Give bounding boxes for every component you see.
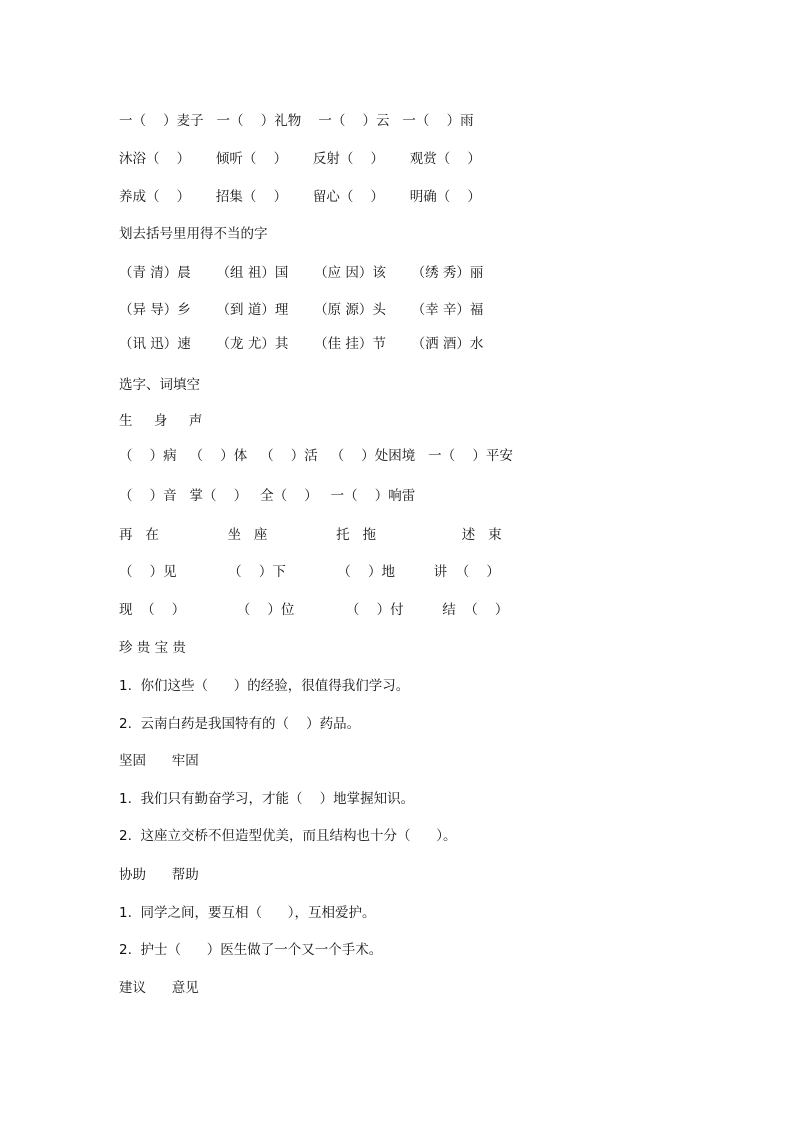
sentence-4: 2. 这座立交桥不但造型优美，而且结构也十分（ ）。 — [119, 828, 457, 844]
fill-row-1: （ ）病 （ ）体 （ ）活 （ ）处困境 一（ ）平安 — [119, 448, 513, 464]
word-options-xiezhu: 协助 帮助 — [119, 867, 199, 883]
fill-row-2: （ ）音 掌（ ） 全（ ） 一（ ）响雷 — [119, 488, 416, 504]
char-choice-row-1: （青 清）晨 （组 祖）国 （应 因）该 （绣 秀）丽 — [119, 265, 484, 281]
sentence-5: 1. 同学之间，要互相（ ），互相爱护。 — [119, 905, 376, 921]
sentence-1: 1. 你们这些（ ）的经验，很值得我们学习。 — [119, 678, 410, 694]
word-options-zhengui: 珍 贵 宝 贵 — [119, 640, 186, 656]
fill-row-4: 现 （ ） （ ）位 （ ）付 结 （ ） — [119, 602, 509, 618]
char-options-pairs: 再 在 坐 座 托 拖 述 束 — [119, 527, 502, 543]
sentence-2: 2. 云南白药是我国特有的（ ）药品。 — [119, 716, 361, 732]
word-options-jianyi: 建议 意见 — [119, 980, 199, 996]
word-match-row-1: 沐浴（ ） 倾听（ ） 反射（ ） 观赏（ ） — [119, 151, 481, 167]
sentence-3: 1. 我们只有勤奋学习，才能（ ）地掌握知识。 — [119, 791, 415, 807]
section-heading-fill: 选字、词填空 — [119, 377, 200, 393]
fill-row-3: （ ）见 （ ）下 （ ）地 讲 （ ） — [119, 564, 500, 580]
word-options-jiangu: 坚固 牢固 — [119, 753, 199, 769]
char-options-sheng: 生 身 声 — [119, 413, 203, 429]
section-heading-strike: 划去括号里用得不当的字 — [119, 226, 268, 242]
word-match-row-2: 养成（ ） 招集（ ） 留心（ ） 明确（ ） — [119, 189, 481, 205]
char-choice-row-2: （异 导）乡 （到 道）理 （原 源）头 （幸 辛）福 — [119, 302, 484, 318]
measure-word-row: 一（ ）麦子 一（ ）礼物 一（ ）云 一（ ）雨 — [119, 113, 474, 129]
char-choice-row-3: （讯 迅）速 （龙 尤）其 （佳 挂）节 （洒 酒）水 — [119, 336, 484, 352]
sentence-6: 2. 护士（ ）医生做了一个又一个手术。 — [119, 942, 383, 958]
